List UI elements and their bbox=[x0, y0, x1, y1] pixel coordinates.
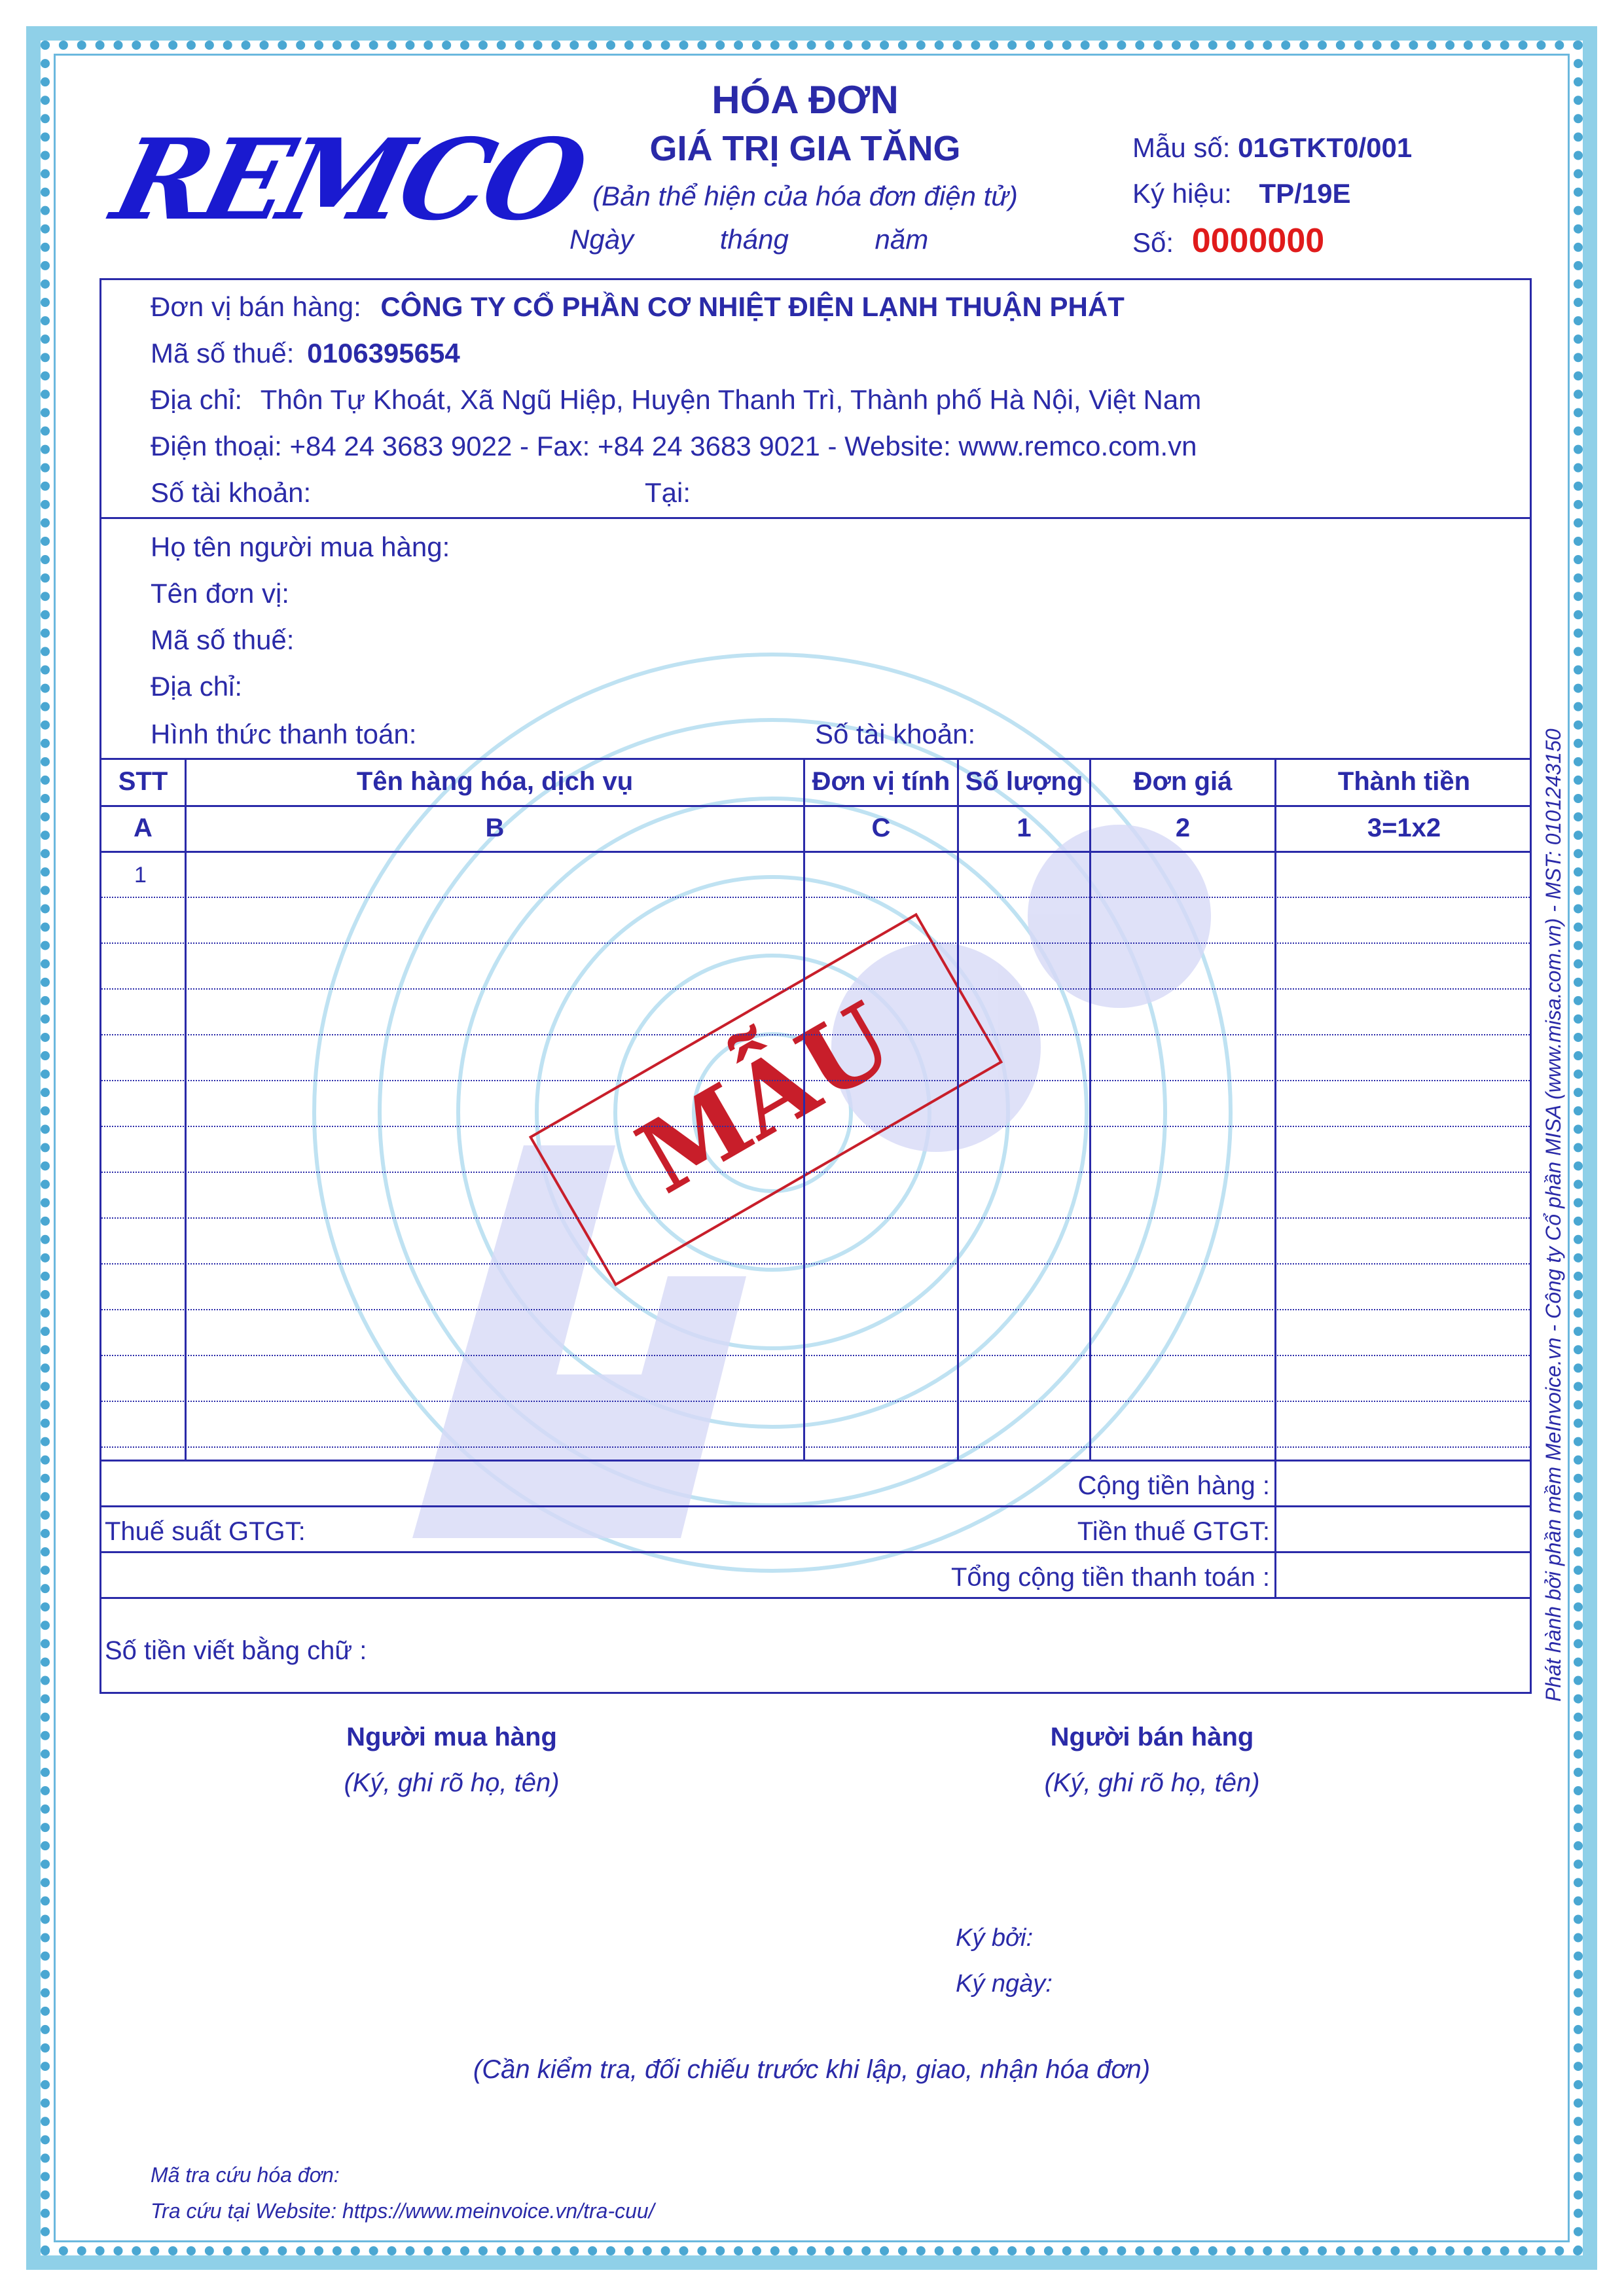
code-c: C bbox=[871, 814, 891, 842]
code-1: 1 bbox=[1017, 814, 1032, 842]
table-row bbox=[99, 988, 1532, 990]
seller-address bbox=[151, 384, 1201, 416]
form-number-label: Mẫu số: bbox=[1132, 132, 1231, 163]
buyer-address-label: Địa chỉ: bbox=[151, 671, 243, 702]
totals-divider bbox=[99, 1505, 1532, 1507]
totals-divider bbox=[99, 1597, 1532, 1599]
invoice-note: (Bản thể hiện của hóa đơn điện tử) bbox=[592, 181, 1018, 211]
table-row bbox=[99, 1217, 1532, 1219]
form-number-value: 01GTKT0/001 bbox=[1238, 132, 1413, 163]
buyer-name-label: Họ tên người mua hàng: bbox=[151, 531, 450, 562]
invoice-date bbox=[569, 224, 1007, 255]
date-day-label: Ngày bbox=[569, 224, 634, 255]
table-row bbox=[99, 1401, 1532, 1402]
seller-bank-label: Tại: bbox=[645, 477, 691, 508]
invoice-number-value: 0000000 bbox=[1191, 222, 1325, 260]
table-row bbox=[99, 1309, 1532, 1310]
divider bbox=[99, 517, 1532, 519]
form-number bbox=[1132, 132, 1412, 164]
stamp-text: MẪU bbox=[619, 980, 911, 1216]
subtotal-label: Cộng tiền hàng : bbox=[1077, 1471, 1270, 1500]
grand-total-label: Tổng cộng tiền thanh toán : bbox=[950, 1563, 1270, 1592]
code-b: B bbox=[485, 814, 505, 842]
seller-contact: Điện thoại: +84 24 3683 9022 - Fax: +84 24 3683 9021 - Website: www.remco.com.vn bbox=[151, 431, 1197, 461]
lookup-website: Tra cứu tại Website: https://www.meinvoice.vn/tra-cuu/ bbox=[151, 2199, 655, 2223]
header-unit-price: Đơn giá bbox=[1133, 767, 1233, 796]
totals-top bbox=[99, 1460, 1532, 1462]
invoice-number-label: Số: bbox=[1132, 227, 1174, 258]
header-stt: STT bbox=[118, 767, 168, 796]
serial bbox=[1132, 178, 1351, 209]
table-row bbox=[99, 1080, 1532, 1081]
totals-col-divider bbox=[1274, 1460, 1276, 1597]
header-quantity: Số lượng bbox=[965, 767, 1083, 796]
invoice-subtitle: GIÁ TRỊ GIA TĂNG bbox=[649, 129, 961, 168]
buyer-tax-label: Mã số thuế: bbox=[151, 624, 295, 655]
table-row bbox=[99, 1263, 1532, 1265]
table-row bbox=[99, 1172, 1532, 1173]
table-row bbox=[99, 1446, 1532, 1448]
seller-account-label: Số tài khoản: bbox=[151, 477, 312, 508]
table-row bbox=[99, 1355, 1532, 1356]
invoice-title: HÓA ĐƠN bbox=[712, 78, 899, 122]
table-codes-divider bbox=[99, 851, 1532, 853]
vat-rate-label: Thuế suất GTGT: bbox=[105, 1517, 306, 1546]
table-row bbox=[99, 897, 1532, 898]
issuer-side-note: Phát hành bởi phần mềm MeInvoice.vn - Công ty Cổ phần MISA (www.misa.com.vn) - MST: 0101243150 bbox=[1542, 728, 1565, 1702]
table-row bbox=[99, 1126, 1532, 1127]
seller-tax-label: Mã số thuế: bbox=[151, 338, 295, 368]
buyer-signature-title: Người mua hàng bbox=[346, 1723, 557, 1751]
amount-in-words-label: Số tiền viết bằng chữ : bbox=[105, 1636, 367, 1665]
lookup-code-label: Mã tra cứu hóa đơn: bbox=[151, 2163, 340, 2187]
signed-by-label: Ký bởi: bbox=[956, 1924, 1034, 1952]
table-row bbox=[99, 1034, 1532, 1035]
seller-unit bbox=[151, 291, 1125, 323]
seller-signature-note: (Ký, ghi rõ họ, tên) bbox=[1044, 1768, 1260, 1797]
seller-address-label: Địa chỉ: bbox=[151, 384, 243, 415]
seller-address-value: Thôn Tự Khoát, Xã Ngũ Hiệp, Huyện Thanh Trì, Thành phố Hà Nội, Việt Nam bbox=[260, 384, 1202, 415]
buyer-account-label: Số tài khoản: bbox=[815, 719, 976, 749]
header-item-name: Tên hàng hóa, dịch vụ bbox=[356, 767, 634, 796]
totals-divider bbox=[99, 1551, 1532, 1553]
table-top bbox=[99, 758, 1532, 760]
code-3: 3=1x2 bbox=[1367, 814, 1441, 842]
date-month-label: tháng bbox=[719, 224, 789, 255]
row-stt: 1 bbox=[134, 863, 147, 888]
code-2: 2 bbox=[1175, 814, 1191, 842]
company-logo: REMCO bbox=[101, 115, 594, 245]
seller-unit-value: CÔNG TY CỔ PHẦN CƠ NHIỆT ĐIỆN LẠNH THUẬN PHÁT bbox=[380, 291, 1125, 322]
seller-signature-title: Người bán hàng bbox=[1050, 1723, 1254, 1751]
buyer-signature-note: (Ký, ghi rõ họ, tên) bbox=[344, 1768, 560, 1797]
seller-tax-value: 0106395654 bbox=[307, 338, 460, 368]
signed-date-label: Ký ngày: bbox=[956, 1970, 1053, 1998]
check-note: (Cần kiểm tra, đối chiếu trước khi lập, giao, nhận hóa đơn) bbox=[473, 2055, 1151, 2084]
seller-tax bbox=[151, 338, 460, 369]
vat-amount-label: Tiền thuế GTGT: bbox=[1077, 1517, 1270, 1546]
header-unit: Đơn vị tính bbox=[812, 767, 950, 796]
invoice-number bbox=[1132, 221, 1324, 260]
table-header-divider bbox=[99, 805, 1532, 807]
payment-method-label: Hình thức thanh toán: bbox=[151, 719, 417, 749]
serial-label: Ký hiệu: bbox=[1132, 178, 1232, 209]
date-year-label: năm bbox=[875, 224, 929, 255]
header-amount: Thành tiền bbox=[1337, 767, 1471, 796]
buyer-unit-label: Tên đơn vị: bbox=[151, 578, 289, 609]
code-a: A bbox=[134, 814, 153, 842]
serial-value: TP/19E bbox=[1259, 178, 1351, 209]
seller-unit-label: Đơn vị bán hàng: bbox=[151, 291, 361, 322]
table-row bbox=[99, 942, 1532, 944]
